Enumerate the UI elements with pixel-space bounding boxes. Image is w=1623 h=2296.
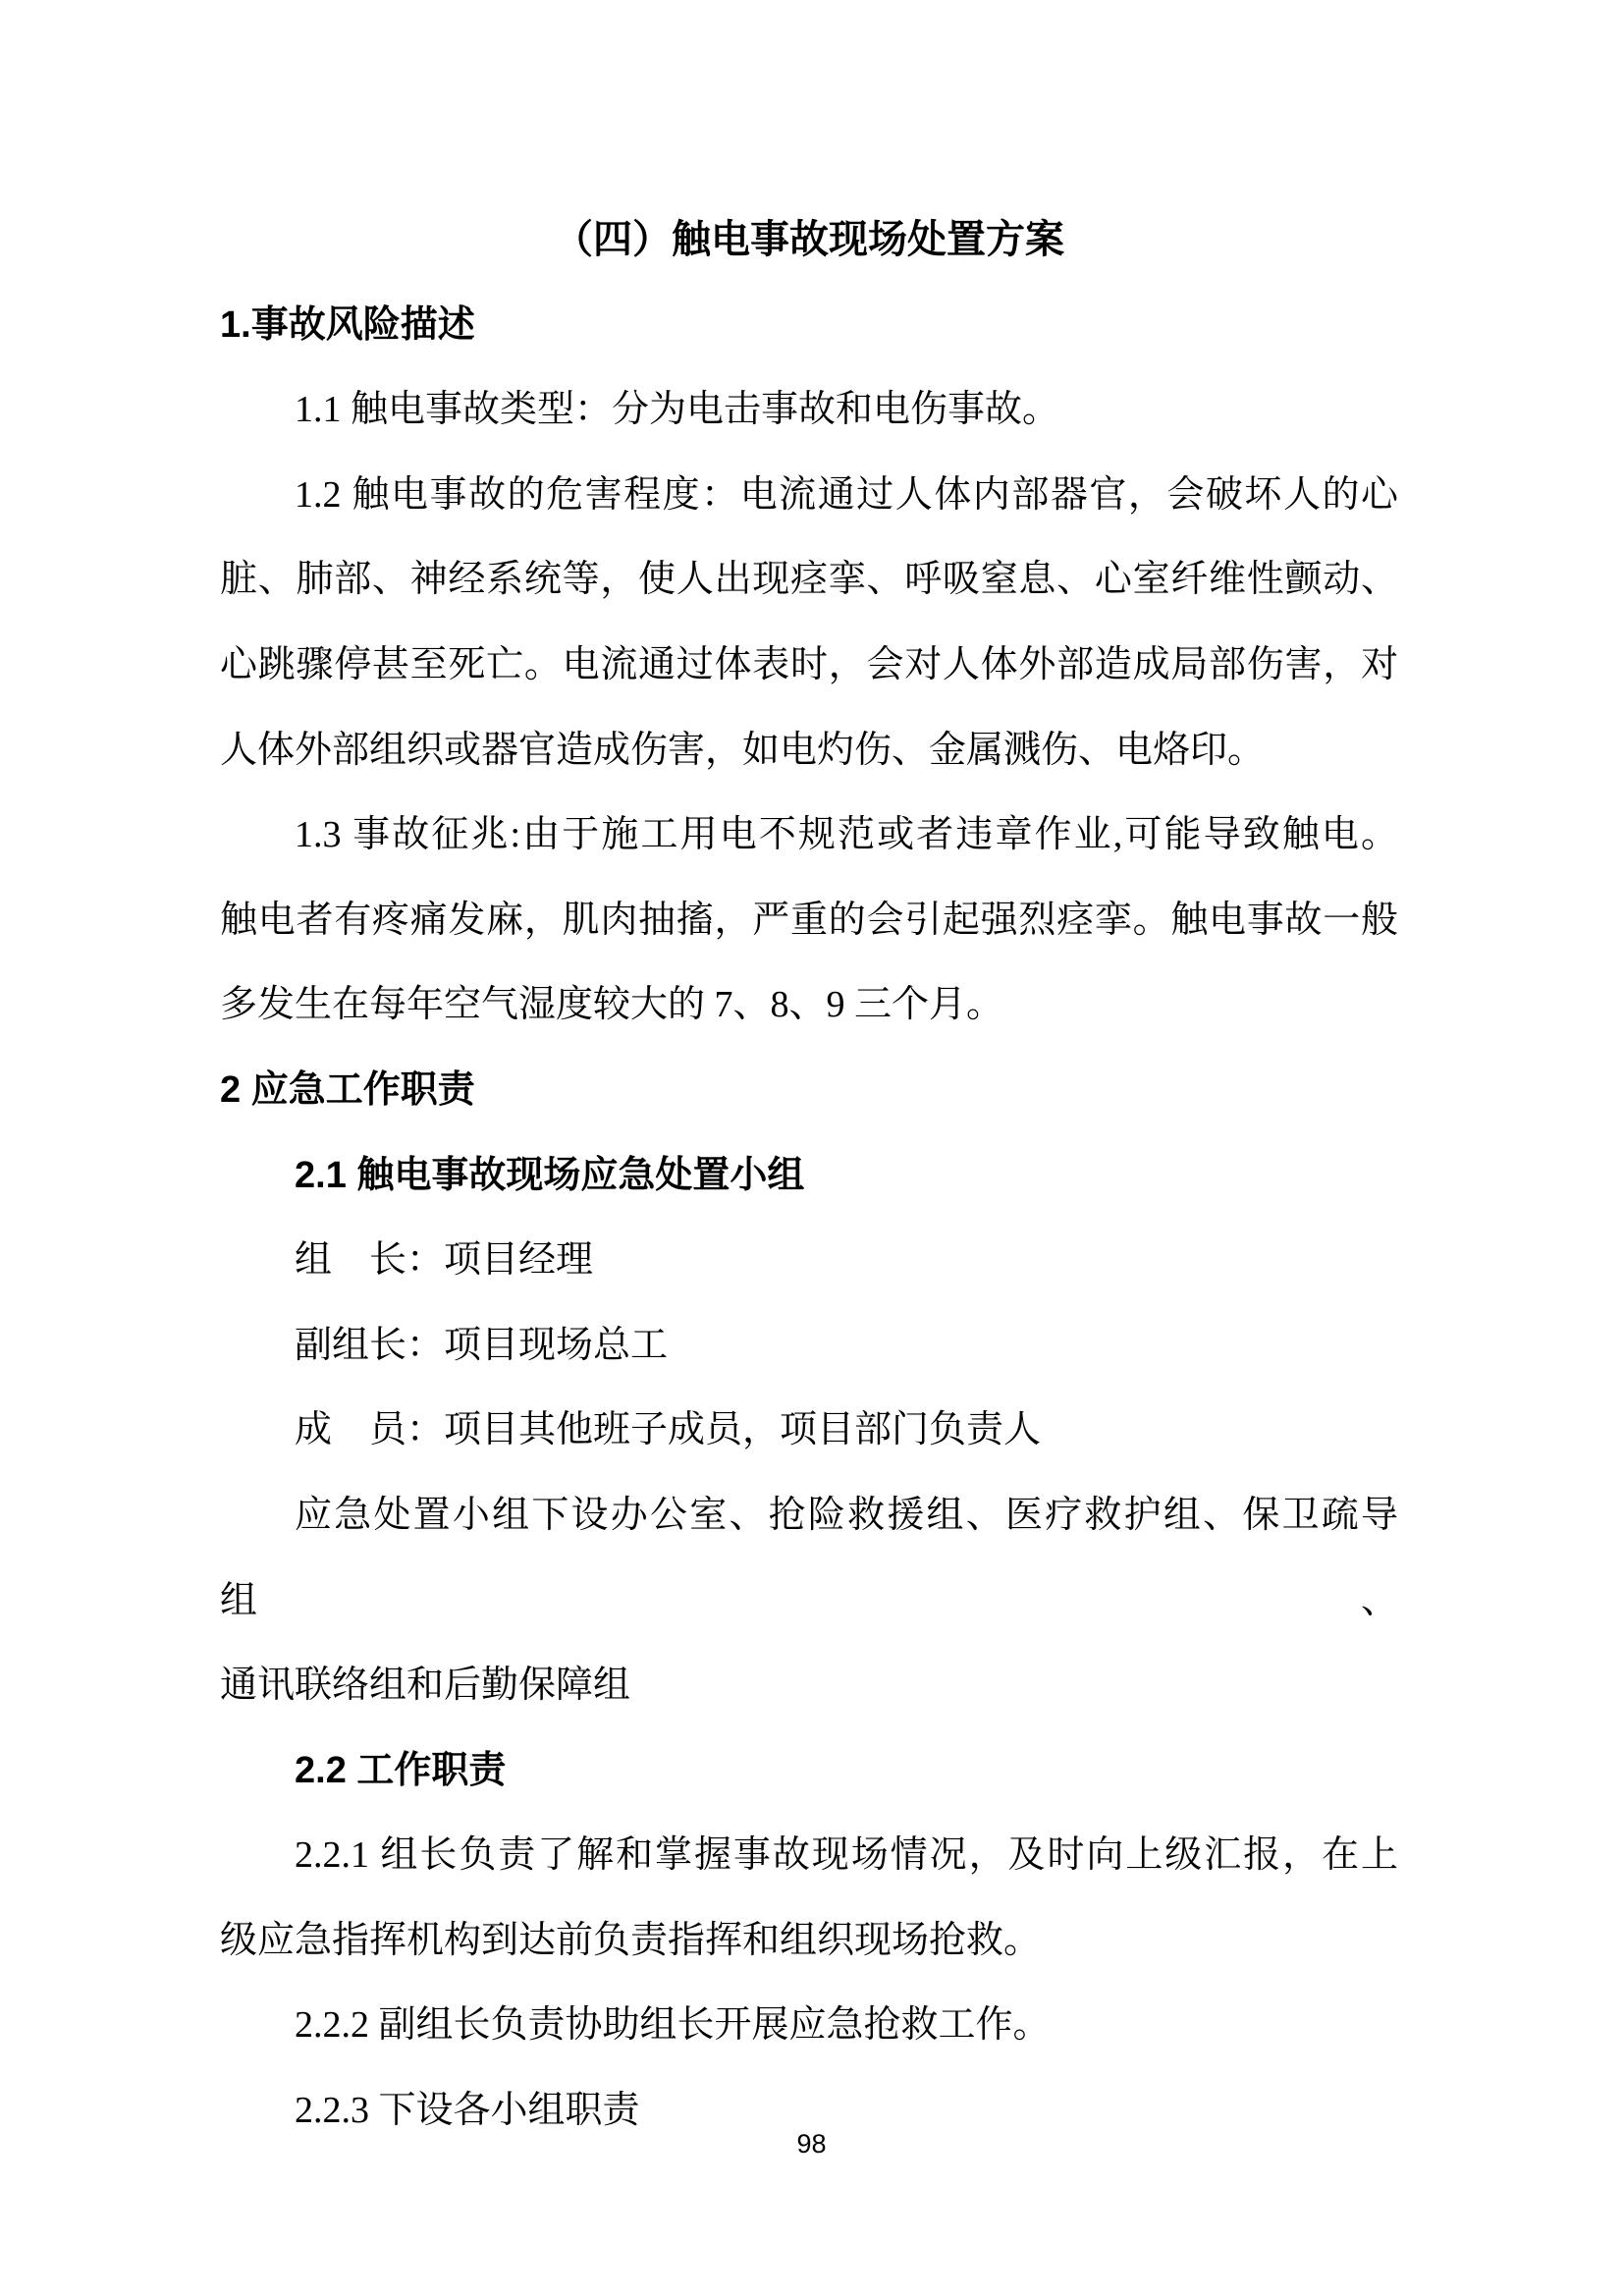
para-1-2-line-2: 脏、肺部、神经系统等，使人出现痉挛、呼吸窒息、心室纤维性颤动、 [220, 559, 1398, 601]
heading-section-1: 1.事故风险描述 [220, 303, 475, 346]
heading-2-1: 2.1 触电事故现场应急处置小组 [295, 1154, 805, 1196]
para-subgroups-line-1: 应急处置小组下设办公室、抢险救援组、医疗救护组、保卫疏导组、 [220, 1494, 1398, 1621]
para-subgroups-line-2: 通讯联络组和后勤保障组 [220, 1665, 631, 1707]
para-1-2-line-1: 1.2 触电事故的危害程度：电流通过人体内部器官，会破坏人的心 [295, 473, 1398, 516]
para-1-3-line-1: 1.3 事故征兆:由于施工用电不规范或者违章作业,可能导致触电。 [295, 814, 1398, 856]
para-2-2-1-line-1: 2.2.1 组长负责了解和掌握事故现场情况，及时向上级汇报，在上 [295, 1834, 1398, 1877]
para-2-2-3: 2.2.3 下设各小组职责 [295, 2090, 640, 2132]
line-group-leader: 组 长：项目经理 [295, 1239, 594, 1282]
line-members: 成 员：项目其他班子成员，项目部门负责人 [295, 1409, 1042, 1451]
para-1-2-line-4: 人体外部组织或器官造成伤害，如电灼伤、金属溅伤、电烙印。 [220, 729, 1266, 771]
para-1-2-line-3: 心跳骤停甚至死亡。电流通过体表时，会对人体外部造成局部伤害，对 [220, 643, 1398, 685]
para-1-3-line-2: 触电者有疼痛发麻，肌肉抽搐，严重的会引起强烈痉挛。触电事故一般 [220, 899, 1398, 941]
para-2-2-2: 2.2.2 副组长负责协助组长开展应急抢救工作。 [295, 2004, 1051, 2047]
line-deputy-leader: 副组长：项目现场总工 [295, 1324, 669, 1366]
document-body [220, 197, 1398, 2154]
heading-section-2: 2 应急工作职责 [220, 1068, 475, 1111]
para-1-1: 1.1 触电事故类型：分为电击事故和电伤事故。 [295, 389, 1060, 431]
para-2-2-1-line-2: 级应急指挥机构到达前负责指挥和组织现场抢救。 [220, 1919, 1042, 1961]
page-number: 98 [796, 2129, 827, 2159]
document-title: （四）触电事故现场处置方案 [554, 218, 1064, 261]
para-1-3-line-3: 多发生在每年空气湿度较大的 7、8、9 三个月。 [220, 984, 1004, 1026]
heading-2-2: 2.2 工作职责 [295, 1749, 507, 1791]
